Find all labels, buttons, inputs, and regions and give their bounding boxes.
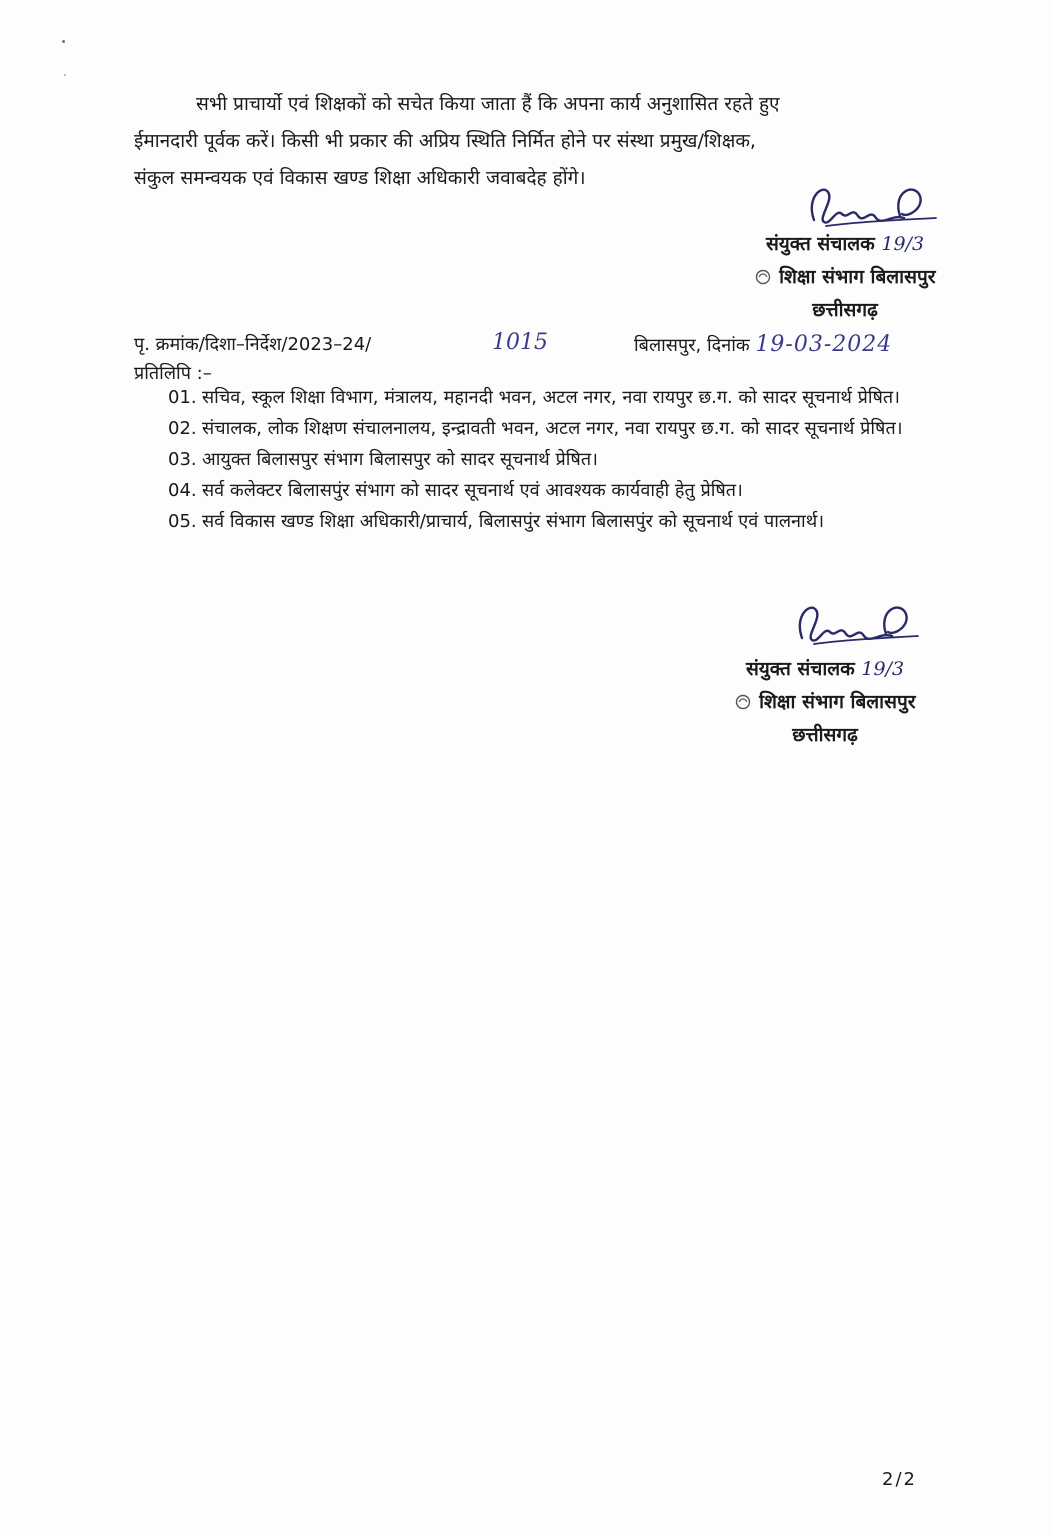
copy-to-label: प्रतिलिपि :– — [134, 363, 212, 384]
signature-scribble — [786, 598, 926, 656]
paragraph-line: सभी प्राचार्यो एवं शिक्षकों को सचेत किया जाता हैं कि अपना कार्य अनुशासित रहते हुए — [196, 93, 780, 115]
handwritten-reference-number: 1015 — [492, 330, 548, 355]
seal-mark-icon — [754, 269, 772, 285]
list-item-number: 05. — [168, 511, 197, 532]
list-item-text: सर्व कलेक्टर बिलासपुंर संभाग को सादर सूचनार्थ एवं आवश्यक कार्यवाही हेतु प्रेषित। — [202, 480, 743, 501]
office-row — [720, 261, 970, 294]
list-item-text: संचालक, लोक शिक्षण संचालनालय, इन्द्रावती भवन, अटल नगर, नवा रायपुर छ.ग. को सादर सूचनार्थ प्रेषित। — [202, 418, 903, 439]
list-item-text: आयुक्त बिलासपुर संभाग बिलासपुर को सादर सूचनार्थ प्रेषित। — [202, 449, 598, 470]
signatory-state: छत्तीसगढ़ — [812, 299, 878, 321]
list-item-number: 01. — [168, 387, 197, 408]
list-item — [168, 477, 968, 505]
signatory-designation: संयुक्त संचालक — [765, 233, 875, 255]
signatory-state: छत्तीसगढ़ — [792, 724, 858, 746]
signatory-office: शिक्षा संभाग बिलासपुर — [779, 266, 936, 288]
signature-block-2 — [700, 653, 950, 752]
signatory-designation-row — [720, 228, 970, 261]
seal-mark-icon — [734, 694, 752, 710]
list-item-number: 04. — [168, 480, 197, 501]
reference-number-prefix: पृ. क्रमांक/दिशा–निर्देश/2023–24/ — [134, 334, 372, 355]
signatory-office: शिक्षा संभाग बिलासपुर — [759, 691, 916, 713]
signature-block-1 — [720, 228, 970, 327]
place-date-label: बिलासपुर, दिनांक — [634, 335, 750, 356]
list-item-text: सर्व विकास खण्ड शिक्षा अधिकारी/प्राचार्य, बिलासपुंर संभाग बिलासपुंर को सूचनार्थ एवं पालनार्थ। — [202, 511, 825, 532]
list-item-number: 02. — [168, 418, 197, 439]
page-number: 2/2 — [882, 1469, 917, 1490]
scan-speck — [62, 40, 65, 43]
handwritten-sign-date: 19/3 — [861, 658, 905, 680]
paragraph-line: संकुल समन्वयक एवं विकास खण्ड शिक्षा अधिकारी जवाबदेह होंगे। — [134, 167, 586, 189]
office-row — [700, 686, 950, 719]
list-item — [168, 415, 968, 443]
handwritten-date: 19-03-2024 — [755, 332, 893, 357]
list-item — [168, 446, 968, 474]
signatory-designation: संयुक्त संचालक — [745, 658, 855, 680]
handwritten-sign-date: 19/3 — [881, 233, 925, 255]
list-item-number: 03. — [168, 449, 197, 470]
paragraph-line: ईमानदारी पूर्वक करें। किसी भी प्रकार की अप्रिय स्थिति निर्मित होने पर संस्था प्रमुख/शिक्षक, — [134, 130, 756, 152]
place-date — [634, 331, 892, 360]
list-item — [168, 508, 968, 536]
copy-to-list — [168, 384, 968, 539]
list-item-text: सचिव, स्कूल शिक्षा विभाग, मंत्रालय, महानदी भवन, अटल नगर, नवा रायपुर छ.ग. को सादर सूचनार्थ प्रेषित। — [202, 387, 900, 408]
scan-speck — [64, 74, 66, 76]
list-item — [168, 384, 968, 412]
signatory-designation-row — [700, 653, 950, 686]
